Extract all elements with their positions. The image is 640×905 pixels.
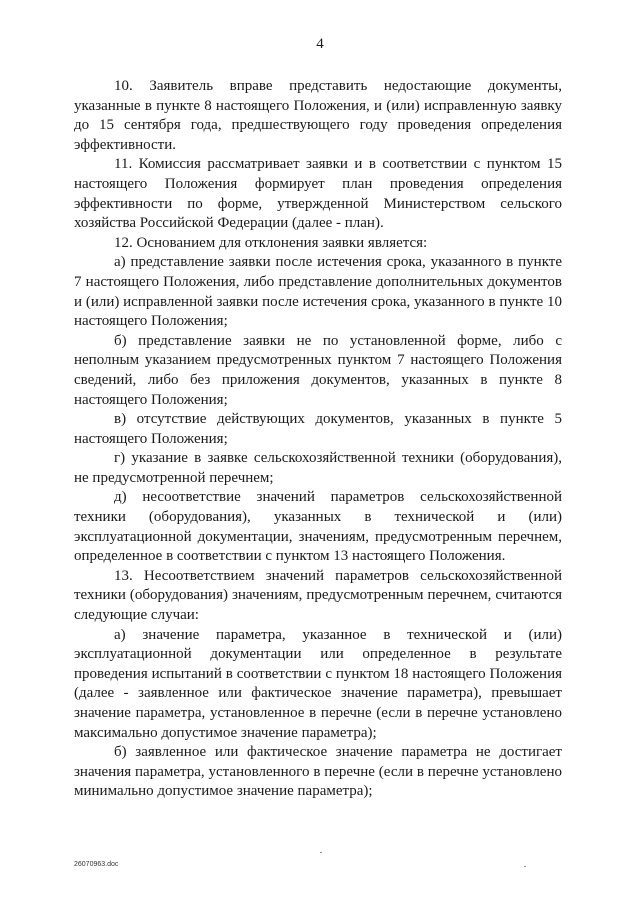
paragraph-12-g: г) указание в заявке сельскохозяйственной техники (оборудования), не предусмотренной перечнем;	[74, 450, 562, 486]
document-body	[74, 77, 562, 802]
paragraph-10: 10. Заявитель вправе представить недостающие документы, указанные в пункте 8 настоящего Положения, и (или) исправленную заявку до 15 сентября года, предшествующего году проведения определения эффективности.	[74, 78, 562, 153]
paragraph-12-a: а) представление заявки после истечения срока, указанного в пункте 7 настоящего Положения, либо представление дополнительных документов и (или) исправленной заявки после истечения срока, указанного в пункте 10 настоящего Положения;	[74, 254, 562, 330]
paragraph-12-d: д) несоответствие значений параметров сельскохозяйственной техники (оборудования), указанных в технической и (или) эксплуатационной документации, значениям, предусмотренным перечнем, определенное в соответствии с пунктом 13 настоящего Положения.	[74, 489, 562, 565]
page-number: 4	[316, 36, 324, 52]
paragraph-13: 13. Несоответствием значений параметров сельскохозяйственной техники (оборудования) значениям, предусмотренным перечнем, считаются следующие случаи:	[74, 567, 562, 624]
scan-speck	[524, 866, 526, 867]
paragraph-13-b: б) заявленное или фактическое значение параметра не достигает значения параметра, установленного в перечне (если в перечне установлено минимально допустимое значение параметра);	[74, 744, 562, 800]
paragraph-12-v: в) отсутствие действующих документов, указанных в пункте 5 настоящего Положения;	[74, 411, 562, 447]
paragraph-11: 11. Комиссия рассматривает заявки и в соответствии с пунктом 15 настоящего Положения формирует план проведения определения эффективности по форме, утвержденной Министерством сельского хозяйства Российской Федерации (далее - план).	[74, 156, 562, 232]
footer-file-code: 26070963.doc	[74, 861, 119, 868]
scan-speck	[320, 852, 322, 853]
paragraph-12-b: б) представление заявки не по установленной форме, либо с неполным указанием предусмотренных пунктом 7 настоящего Положения сведений, либо без приложения документов, указанных в пункте 8 настоящего Положения;	[74, 332, 562, 408]
paragraph-13-a: а) значение параметра, указанное в технической и (или) эксплуатационной документации или определенное в результате проведения испытаний в соответствии с пунктом 18 настоящего Положения (далее - заявленное или фактическое значение параметра), превышает значение параметра, установленное в перечне (если в перечне установлено максимально допустимое значение параметра);	[74, 626, 562, 741]
paragraph-12: 12. Основанием для отклонения заявки является:	[114, 234, 428, 251]
